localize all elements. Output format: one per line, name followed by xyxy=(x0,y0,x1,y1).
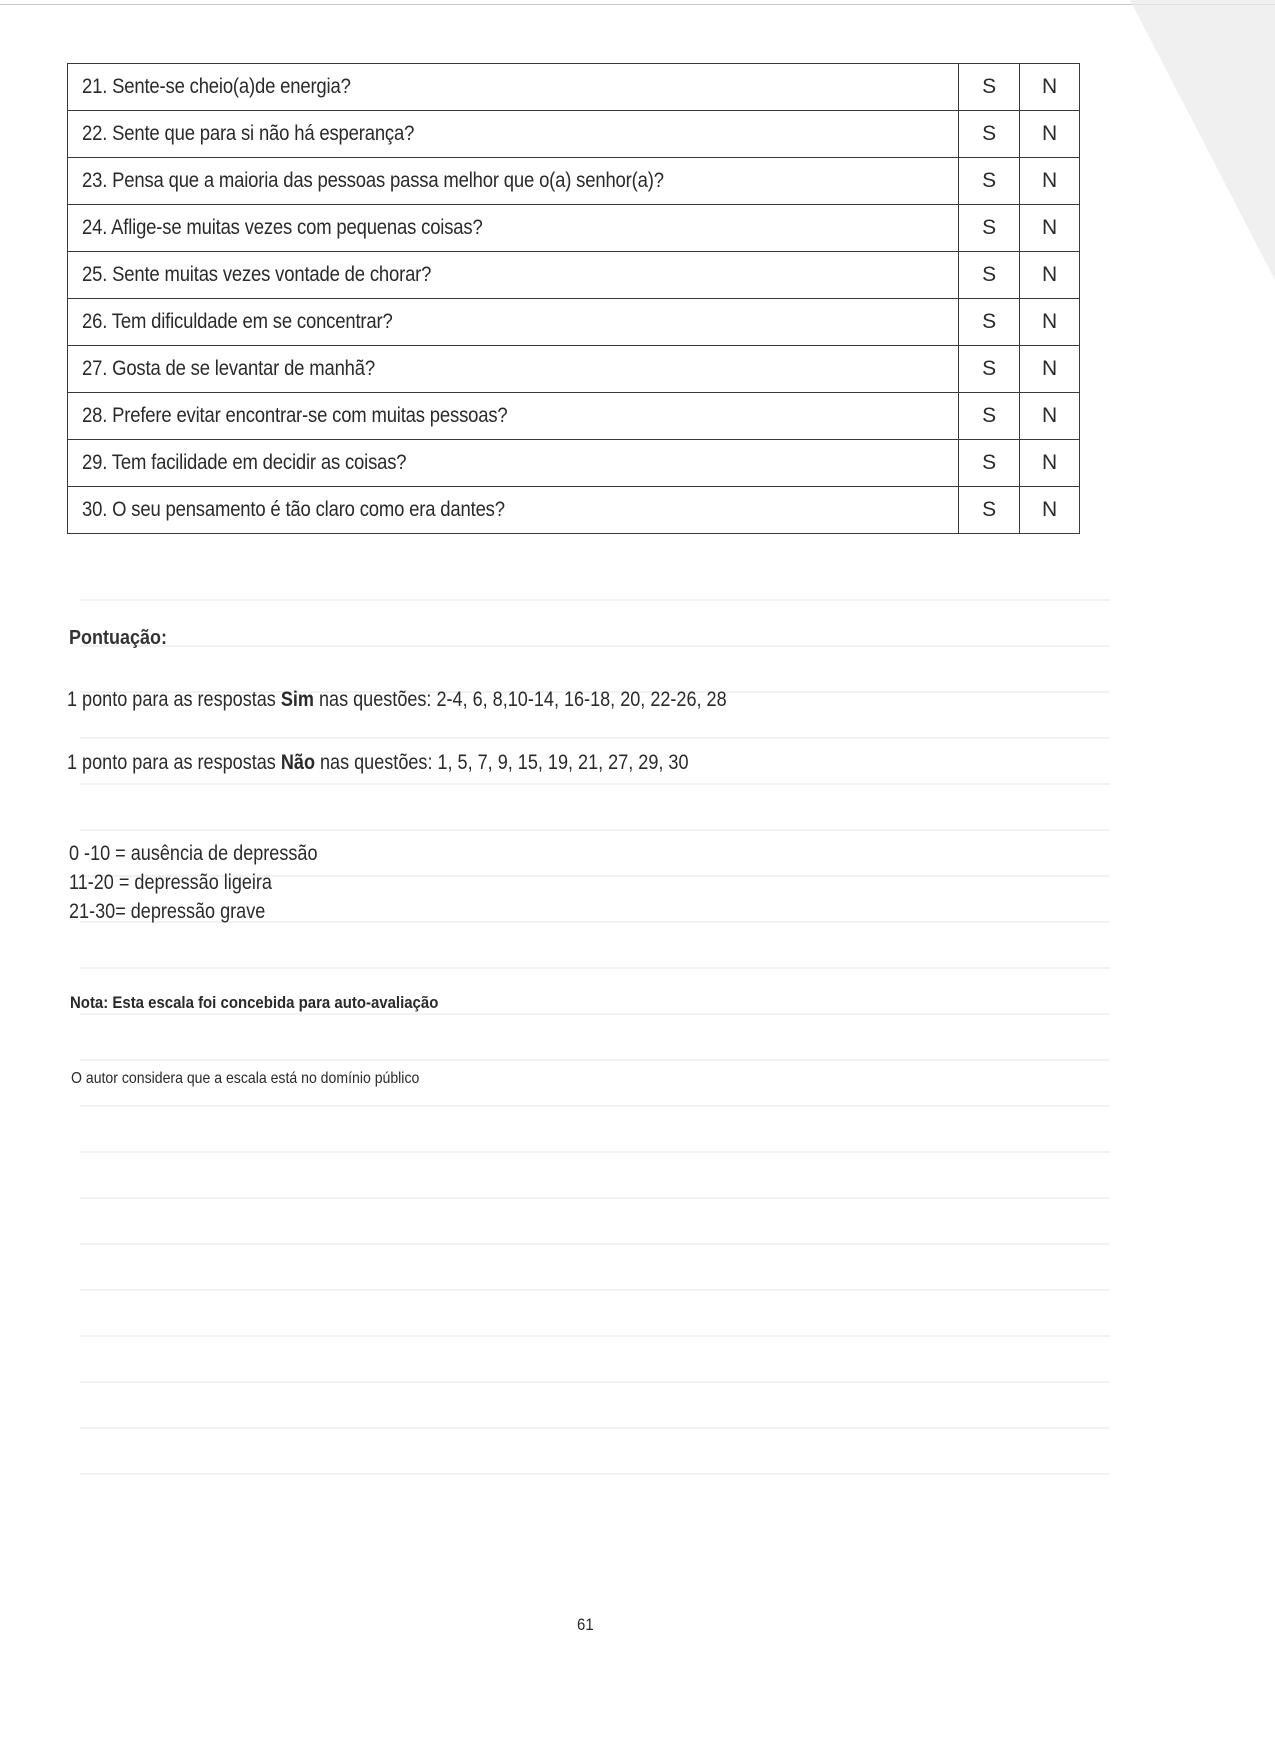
page-edge xyxy=(0,4,1275,5)
answer-yes-option[interactable]: S xyxy=(959,64,1020,111)
scoring-title: Pontuação: xyxy=(69,627,168,649)
rule-answer: Não xyxy=(280,751,315,774)
question-row xyxy=(68,205,1080,252)
question-row xyxy=(68,158,1080,205)
answer-no-option[interactable]: N xyxy=(1020,158,1080,205)
rule-prefix: 1 ponto para as respostas xyxy=(67,688,281,711)
answer-no-option[interactable]: N xyxy=(1020,205,1080,252)
question-row xyxy=(68,393,1080,440)
scoring-rule-no xyxy=(67,751,689,775)
answer-no-option[interactable]: N xyxy=(1020,440,1080,487)
question-row xyxy=(68,252,1080,299)
scoring-rule-yes xyxy=(67,688,727,712)
question-text: 23. Pensa que a maioria das pessoas passa melhor que o(a) senhor(a)? xyxy=(68,158,959,205)
answer-yes-option[interactable]: S xyxy=(959,252,1020,299)
answer-no-option[interactable]: N xyxy=(1020,393,1080,440)
self-assessment-note xyxy=(70,993,438,1013)
page-number: 61 xyxy=(577,1615,594,1634)
question-row xyxy=(68,346,1080,393)
question-row xyxy=(68,487,1080,534)
answer-yes-option[interactable]: S xyxy=(959,487,1020,534)
answer-yes-option[interactable]: S xyxy=(959,346,1020,393)
rule-answer: Sim xyxy=(280,688,314,711)
rule-prefix: 1 ponto para as respostas xyxy=(67,751,281,774)
question-row xyxy=(68,299,1080,346)
score-band-mild: 11-20 = depressão ligeira xyxy=(69,871,272,894)
question-text: 28. Prefere evitar encontrar-se com muitas pessoas? xyxy=(68,393,959,440)
public-domain-note: O autor considera que a escala está no domínio público xyxy=(71,1070,420,1087)
answer-yes-option[interactable]: S xyxy=(959,393,1020,440)
note-label: Nota: xyxy=(70,993,109,1012)
question-text: 25. Sente muitas vezes vontade de chorar? xyxy=(68,252,959,299)
question-text: 30. O seu pensamento é tão claro como era dantes? xyxy=(68,487,959,534)
question-text: 22. Sente que para si não há esperança? xyxy=(68,111,959,158)
answer-no-option[interactable]: N xyxy=(1020,487,1080,534)
rule-suffix: nas questões: 1, 5, 7, 9, 15, 19, 21, 27, 29, 30 xyxy=(314,751,689,774)
answer-yes-option[interactable]: S xyxy=(959,205,1020,252)
question-text: 29. Tem facilidade em decidir as coisas? xyxy=(68,440,959,487)
answer-yes-option[interactable]: S xyxy=(959,299,1020,346)
answer-no-option[interactable]: N xyxy=(1020,346,1080,393)
question-row xyxy=(68,64,1080,111)
note-text: Esta escala foi concebida para auto-avaliação xyxy=(108,993,439,1012)
answer-no-option[interactable]: N xyxy=(1020,252,1080,299)
rule-suffix: nas questões: 2-4, 6, 8,10-14, 16-18, 20, 22-26, 28 xyxy=(313,688,727,711)
answer-yes-option[interactable]: S xyxy=(959,158,1020,205)
question-text: 27. Gosta de se levantar de manhã? xyxy=(68,346,959,393)
question-text: 24. Aflige-se muitas vezes com pequenas coisas? xyxy=(68,205,959,252)
question-row xyxy=(68,111,1080,158)
question-text: 26. Tem dificuldade em se concentrar? xyxy=(68,299,959,346)
score-band-none: 0 -10 = ausência de depressão xyxy=(69,842,318,865)
question-row xyxy=(68,440,1080,487)
answer-no-option[interactable]: N xyxy=(1020,64,1080,111)
answer-no-option[interactable]: N xyxy=(1020,111,1080,158)
question-text: 21. Sente-se cheio(a)de energia? xyxy=(68,64,959,111)
answer-yes-option[interactable]: S xyxy=(959,111,1020,158)
questions-table xyxy=(67,63,1080,534)
score-band-severe: 21-30= depressão grave xyxy=(69,900,266,923)
page-fold-shadow xyxy=(1130,0,1275,280)
answer-no-option[interactable]: N xyxy=(1020,299,1080,346)
answer-yes-option[interactable]: S xyxy=(959,440,1020,487)
